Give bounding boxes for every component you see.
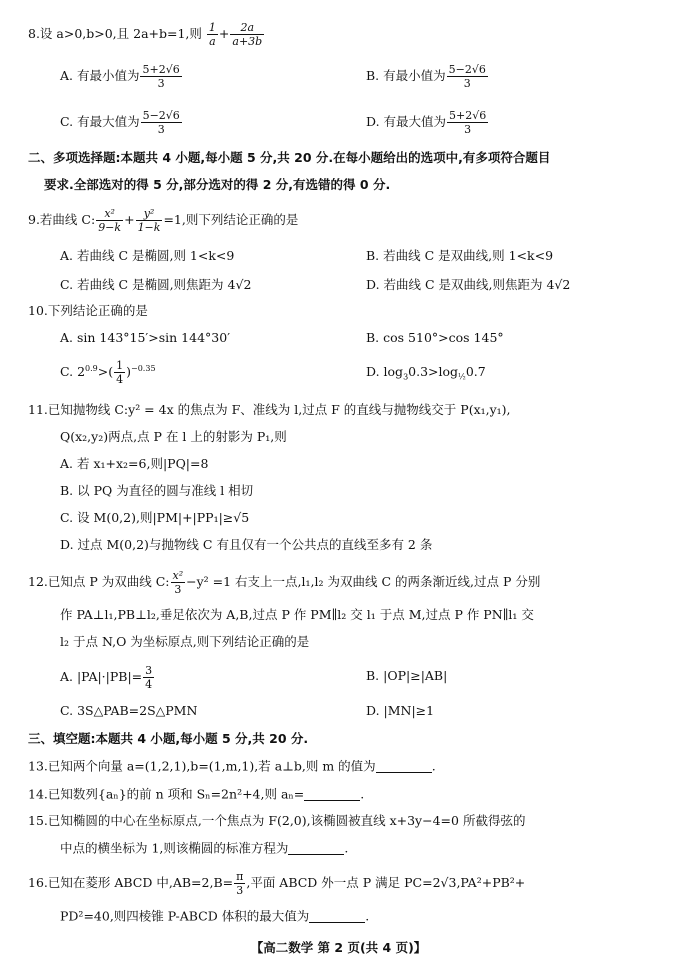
- q14-answer-blank[interactable]: [304, 788, 360, 801]
- q8-option-b[interactable]: B. 有最小值为 $\frac{5-2√6}{3}$: [366, 63, 486, 90]
- q16-line1: 16.已知在菱形 ABCD 中,AB=2,B= $\frac{\pi}{3}$ ,平面 ABCD 外一点 P 满足 PC=2√3,PA²+PB²+: [28, 870, 526, 897]
- q11-option-b[interactable]: B. 以 PQ 为直径的圆与准线 l 相切: [60, 483, 254, 498]
- q8-prompt: 8.设 a>0,b>0,且 2a+b=1,则 $\frac{1}{a}$ + $\frac{2a}{a+3b}$: [28, 21, 263, 48]
- q10-option-c[interactable]: C. $2^{0.9}>$( $\frac{1}{4}$ )$^{-0.35}$: [60, 359, 156, 386]
- q8-fraction-2: $\frac{2a}{a+3b}$: [232, 21, 263, 48]
- section2-header-line1: 二、多项选择题:本题共 4 小题,每小题 5 分,共 20 分.在每小题给出的选项中,有多项符合题目: [28, 150, 551, 165]
- q12-option-d[interactable]: D. |MN|≥1: [366, 703, 435, 718]
- page-footer: 【高二数学 第 2 页(共 4 页)】: [250, 940, 427, 955]
- section3-header: 三、填空题:本题共 4 小题,每小题 5 分,共 20 分.: [28, 731, 309, 746]
- q8-option-c[interactable]: C. 有最大值为 $\frac{5-2√6}{3}$: [60, 109, 180, 136]
- q9-option-c[interactable]: C. 若曲线 C 是椭圆,则焦距为 4√2: [60, 277, 252, 292]
- q13: 13.已知两个向量 a=(1,2,1),b=(1,m,1),若 a⊥b,则 m 的值为 .: [28, 758, 436, 774]
- q9-option-d[interactable]: D. 若曲线 C 是双曲线,则焦距为 4√2: [366, 277, 571, 292]
- q11-option-c[interactable]: C. 设 M(0,2),则|PM|+|PP₁|≥√5: [60, 510, 250, 525]
- q16-line2: PD²=40,则四棱锥 P-ABCD 体积的最大值为 .: [60, 908, 370, 924]
- q12-line2: 作 PA⊥l₁,PB⊥l₂,垂足依次为 A,B,过点 P 作 PM∥l₂ 交 l₁ 于点 M,过点 P 作 PN∥l₁ 交: [60, 607, 534, 622]
- q15-line2: 中点的横坐标为 1,则该椭圆的标准方程为 .: [60, 840, 349, 856]
- q16-answer-blank[interactable]: [309, 910, 365, 923]
- q10-prompt: 10.下列结论正确的是: [28, 303, 148, 318]
- q11-option-d[interactable]: D. 过点 M(0,2)与抛物线 C 有且仅有一个公共点的直线至多有 2 条: [60, 537, 433, 552]
- q11-option-a[interactable]: A. 若 x₁+x₂=6,则|PQ|=8: [60, 456, 209, 471]
- q9-prompt: 9.若曲线 C: $\frac{\text{x²}}{9-k}$ + $\frac{\text{y²}}{1-k}$ =1,则下列结论正确的是: [28, 207, 299, 234]
- q12-option-a[interactable]: A. |PA|·|PB|= $\frac{3}{4}$: [60, 664, 153, 691]
- q15-line1: 15.已知椭圆的中心在坐标原点,一个焦点为 F(2,0),该椭圆被直线 x+3y−4=0 所截得弦的: [28, 813, 526, 828]
- q13-answer-blank[interactable]: [376, 760, 432, 773]
- q12-line3: l₂ 于点 N,O 为坐标原点,则下列结论正确的是: [60, 634, 310, 649]
- q8-prompt-text: 8.设 a>0,b>0,且 2a+b=1,则: [28, 26, 202, 41]
- q9-option-a[interactable]: A. 若曲线 C 是椭圆,则 1<k<9: [60, 248, 235, 263]
- q11-line2: Q(x₂,y₂)两点,点 P 在 l 上的射影为 P₁,则: [60, 429, 287, 444]
- q12-line1: 12.已知点 P 为双曲线 C: $\frac{\text{x²}}{3}$ −y² =1 右支上一点,l₁,l₂ 为双曲线 C 的两条渐近线,过点 P 分别: [28, 569, 541, 596]
- q10-option-d[interactable]: D. $\log_30.3>\log_{\frac{1}{2}}0.7$: [366, 364, 486, 382]
- q14: 14.已知数列{aₙ}的前 n 项和 Sₙ=2n²+4,则 aₙ= .: [28, 786, 365, 802]
- q8-fraction-1: $\frac{1}{a}$: [208, 21, 216, 48]
- q15-answer-blank[interactable]: [288, 842, 344, 855]
- q12-option-b[interactable]: B. |OP|≥|AB|: [366, 668, 448, 683]
- q8-option-a[interactable]: A. 有最小值为 $\frac{5+2√6}{3}$: [60, 63, 180, 90]
- section2-header-line2: 要求.全部选对的得 5 分,部分选对的得 2 分,有选错的得 0 分.: [44, 177, 391, 192]
- q10-option-a[interactable]: A. sin 143°15′>sin 144°30′: [60, 330, 231, 345]
- q8-option-d[interactable]: D. 有最大值为 $\frac{5+2√6}{3}$: [366, 109, 487, 136]
- q12-option-c[interactable]: C. 3S△PAB=2S△PMN: [60, 703, 198, 718]
- q11-line1: 11.已知抛物线 C:y² = 4x 的焦点为 F、准线为 l,过点 F 的直线与抛物线交于 P(x₁,y₁),: [28, 402, 511, 417]
- q9-option-b[interactable]: B. 若曲线 C 是双曲线,则 1<k<9: [366, 248, 554, 263]
- q10-option-b[interactable]: B. cos 510°>cos 145°: [366, 330, 504, 345]
